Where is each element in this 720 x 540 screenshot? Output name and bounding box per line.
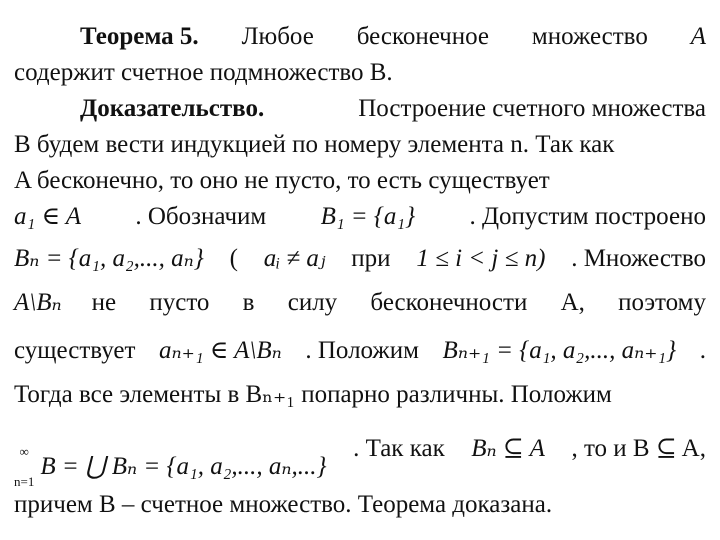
union-upper-limit: ∞ [19, 444, 29, 459]
formula-b1: B₁ = {a₁} [320, 203, 416, 230]
union-lower-limit: n=1 [14, 474, 35, 489]
proof-line-5 [14, 244, 706, 274]
proof-line-5-paren: ( [229, 245, 238, 272]
formula-a-minus-bn: A\Bₙ [14, 289, 62, 316]
proof-label: Доказательство. [80, 95, 265, 122]
proof-line-4-text-2: . Допустим построено [469, 203, 706, 230]
formula-b-union: B = ⋃ Bₙ = {a₁, a₂,..., aₙ,...} [40, 453, 327, 480]
union-formula [14, 446, 327, 488]
proof-line-3-text: A бесконечно, то оно не пусто, то есть существует [14, 167, 550, 194]
formula-bn-subset-a: Bₙ ⊆ A [471, 435, 545, 462]
proof-line-9-text-1: . Так как [353, 435, 445, 462]
proof-line-7-text-2: . Положим [305, 337, 419, 364]
proof-line-7 [14, 336, 706, 366]
proof-line-4-text-1: . Обозначим [135, 203, 267, 230]
proof-line-8 [14, 380, 706, 410]
proof-line-5-text-2: . Множество [571, 245, 706, 272]
formula-bn: Bₙ = {a₁, a₂,..., aₙ} [14, 245, 204, 272]
proof-line-9 [14, 434, 706, 488]
proof-line-4 [14, 202, 706, 232]
proof-line-1 [80, 94, 706, 124]
theorem-word-4: A [690, 23, 706, 50]
theorem-word-1: Любое [241, 23, 314, 50]
theorem-word-2: бесконечное [356, 23, 490, 50]
proof-line-7-end: . [699, 337, 706, 364]
proof-line-2-text: B будем вести индукцией по номеру элемента n. Так как [14, 131, 615, 158]
proof-line-2 [14, 130, 706, 160]
theorem-line-1 [80, 22, 706, 52]
proof-line-7-text-1: существует [14, 337, 136, 364]
proof-line-8-text: Тогда все элементы в Bₙ₊₁ попарно различны. Положим [14, 381, 612, 408]
theorem-statement-end: содержит счетное подмножество B. [14, 59, 393, 86]
formula-index-range: 1 ≤ i < j ≤ n) [416, 245, 546, 272]
theorem-line-2 [14, 58, 706, 88]
proof-line-10 [14, 490, 706, 520]
formula-ai-neq-aj: aᵢ ≠ aⱼ [263, 245, 326, 272]
proof-line-3 [14, 166, 706, 196]
theorem-word-3: множество [531, 23, 648, 50]
formula-an1-in-a-minus-bn: aₙ₊₁ ∈ A\Bₙ [159, 337, 282, 364]
proof-line-9-text-2: , то и B ⊆ A, [571, 435, 706, 462]
formula-a1-in-a: a₁ ∈ A [14, 203, 82, 230]
proof-line-1-text: Построение счетного множества [358, 95, 706, 122]
proof-line-6-text: не пусто в силу бесконечности A, поэтому [91, 289, 706, 316]
proof-line-6 [14, 288, 706, 318]
theorem-label: Теорема 5. [80, 23, 199, 50]
formula-bn1: Bₙ₊₁ = {a₁, a₂,..., aₙ₊₁} [442, 337, 677, 364]
proof-line-5-text-1: при [351, 245, 391, 272]
union-limits [14, 446, 34, 488]
proof-conclusion: причем B – счетное множество. Теорема доказана. [14, 491, 553, 518]
